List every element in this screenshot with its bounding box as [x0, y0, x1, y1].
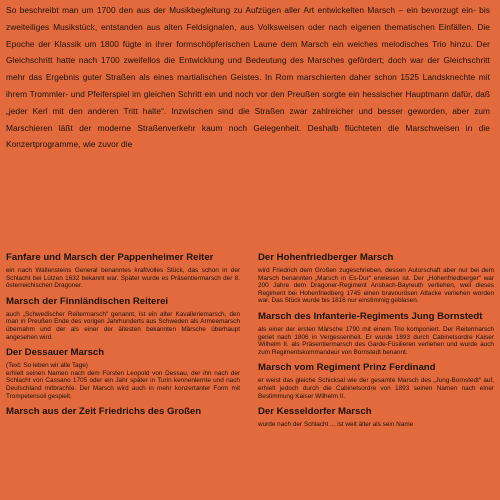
section-title: Der Hohenfriedberger Marsch — [258, 252, 394, 263]
section-title: Der Dessauer Marsch — [6, 347, 105, 359]
section-hohenfriedberger — [258, 252, 494, 305]
section-body: ein nach Wallensteins General benanntes kraftvolles Stück, das schon in der Schlacht bei Lützen 1632 bekannt war. Später wurde es Präsentiermarsch der 8. österreichischen Dragoner. — [6, 267, 240, 290]
section-pappenheimer — [6, 252, 240, 290]
section-body: auch „Schwedischer Reitermarsch“ genannt, ist ein alter Kavalleriemarsch, den man in Preußen Ende des vorigen Jahrhunderts aus Schweden als Armeemarsch übernahm und der als einer der ältesten bekannten Märsche überhaupt angesehen wird. — [6, 310, 240, 341]
section-body: erhielt seinen Namen nach dem Fürsten Leopold von Dessau, der ihn nach der Schlacht von Cassano 1705 oder ein Jahr später in Turin kennenlernte und nach Deutschland mitbrachte. Der Marsch wird auch in mehr konzertanter Form mit Trompetensoli gespielt. — [6, 369, 240, 400]
left-column — [6, 252, 240, 424]
section-title: Marsch des Infanterie-Regiments Jung Bornstedt — [258, 310, 483, 322]
section-friedrich-marsch — [6, 406, 240, 418]
section-finnlaendische-reiterei — [6, 296, 240, 341]
section-body: als einer der ersten Märsche 1790 mit einem Trio komponiert. Der Reitermarsch geriet nach 1806 in Vergessenheit. Er wurde 1893 durch Cabinetsordre Kaiser Wilhelm II. als Präsentiermarsch des Garde-Füsilieren verliehen und wurde auch zum Regimentskommandeur von Bornstedt benannt. — [258, 325, 494, 356]
section-body: wurde nach der Schlacht ... ist weit älter als sein Name — [258, 421, 414, 429]
section-title: Fanfare und Marsch der Pappenheimer Reiter — [6, 252, 214, 263]
section-dessauer-marsch — [6, 347, 240, 400]
intro-paragraph: So beschreibt man um 1700 den aus der Musikbegleitung zu Aufzügen aller Art entwickelten Marsch – ein bevorzugt ein- bis zweiteiliges Musikstück, entstanden aus alten Feldsignalen, aus Volksweisen oder nach eigenen thematischen Einfällen. Die Epoche der Klassik um 1800 fügte in ihrer formschöpferischen Laune dem Marsch ein weiches melodisches Trio hinzu. Der Gleichschritt hatte nach 1700 zweifellos die Entwicklung und Bedeutung des Marsches gefördert; doch war der Gleichschritt mehr das Ergebnis guter Straßen als eines martialischen Geistes. In Rom marschierten daher schon 1525 Landsknechte mit ihrem Trommler- und Pfeiferspiel im gleichen Schritt ein und noch vor den Preußen sorgte ein hessischer Hauptmann dafür, daß „jeder Kerl mit den anderen Tritt halte“. Inzwischen sind die Straßen zwar zahlreicher und besser geworden, aber zum Marschieren läßt der moderne Straßenverkehr kaum noch Gelegenheit. Deshalb flüchteten die Marschweisen in die Konzertprogramme, wie zuvor die — [6, 5, 490, 150]
section-title: Marsch vom Regiment Prinz Ferdinand — [258, 362, 436, 374]
section-prinz-ferdinand — [258, 362, 494, 400]
section-title: Marsch der Finnländischen Reiterei — [6, 295, 169, 307]
section-body: er weist das gleiche Schicksal wie der gesamte Marsch des „Jung-Bornstedt“ auf, erhielt jedoch durch die Cabinetsordre von 1893 seinen Namen nach einer Bestimmung Kaiser Wilhelm II. — [258, 377, 494, 400]
section-title: Der Kesseldorfer Marsch — [258, 406, 372, 418]
section-subtitle: (Text: So leben wir alle Tage) — [6, 362, 88, 370]
section-kesseldorfer — [258, 406, 494, 429]
right-column — [258, 252, 494, 435]
section-title: Marsch aus der Zeit Friedrichs des Großen — [6, 406, 202, 418]
section-body: wird Friedrich dem Großen zugeschrieben, dessen Autorschaft aber nur bei dem Marsch benannten „Marsch in Es-Dur“ erwiesen ist. Der „Hohenfriedberger“ war 200 Jahre dem Dragoner-Regiment Ansbach-Bayreuth verliehen, weil dieses Regiment bei Hohenfriedberg 1745 einen bravourösen Attacke verliehen worden war. Das Stück wurde bis 1816 nur einstimmig geblasen. — [258, 267, 494, 305]
section-jung-bornstedt — [258, 311, 494, 356]
